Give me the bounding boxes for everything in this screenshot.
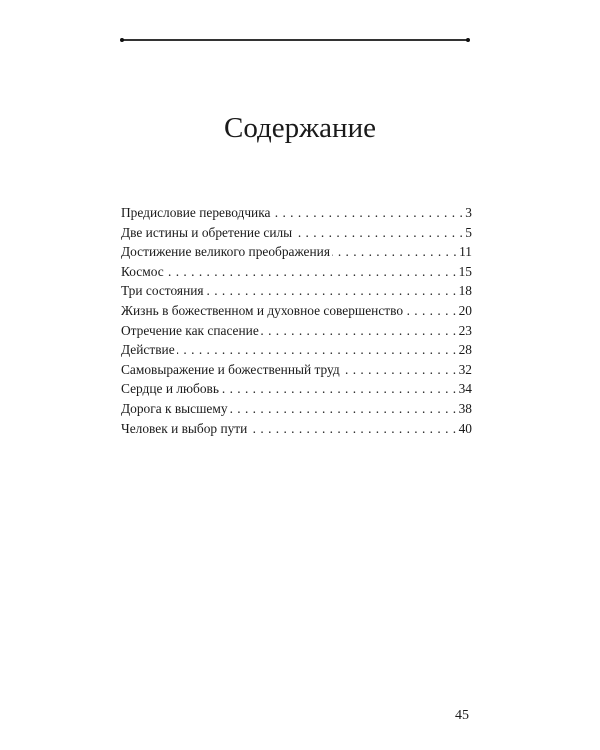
toc-entry-page: 34 — [458, 381, 472, 397]
toc-entry[interactable] — [121, 381, 472, 401]
toc-entry[interactable] — [121, 205, 472, 225]
toc-entry[interactable] — [121, 244, 472, 264]
toc-entry[interactable] — [121, 421, 472, 441]
toc-entry[interactable] — [121, 225, 472, 245]
dot-leader — [405, 303, 457, 319]
toc-entry-page: 15 — [458, 263, 472, 279]
toc-entry-label: Достижение великого преображения — [121, 244, 330, 260]
dot-leader — [342, 362, 457, 378]
toc-entry-label: Три состояния — [121, 283, 204, 299]
dot-leader — [230, 401, 457, 417]
dot-leader — [261, 323, 457, 339]
toc-entry-label: Космос — [121, 263, 164, 279]
toc-entry[interactable] — [121, 303, 472, 323]
dot-leader — [249, 421, 456, 437]
toc-entry-page: 3 — [465, 205, 472, 220]
toc-entry[interactable] — [121, 362, 472, 382]
dot-leader — [177, 342, 457, 358]
dot-leader — [221, 381, 457, 397]
toc-entry-page: 20 — [458, 302, 472, 318]
toc-entry-page: 38 — [458, 400, 472, 416]
toc-entry-label: Сердце и любовь — [121, 381, 219, 397]
toc-entry-label: Отречение как спасение — [121, 322, 259, 338]
toc-entry-label: Две истины и обретение силы — [121, 224, 293, 240]
toc-entry-label: Предисловие переводчика — [121, 205, 271, 220]
toc-entry-page: 11 — [459, 244, 472, 260]
toc-entry-page: 5 — [465, 224, 472, 240]
dot-leader — [332, 244, 457, 260]
toc-entry-label: Человек и выбор пути — [121, 420, 248, 436]
toc-entry-label: Жизнь в божественном и духовное совершенство — [121, 302, 404, 318]
toc-entry-label: Самовыражение и божественный труд — [121, 361, 340, 377]
toc-entry-page: 32 — [458, 361, 472, 377]
toc-entry[interactable] — [121, 401, 472, 421]
page-title: Содержание — [224, 112, 376, 145]
decorative-rule — [122, 39, 468, 41]
toc-entry-label: Дорога к высшему — [121, 400, 228, 416]
toc-entry-page: 28 — [458, 342, 472, 358]
toc-entry[interactable] — [121, 264, 472, 284]
toc-entry[interactable] — [121, 342, 472, 362]
page-number: 45 — [455, 708, 469, 723]
dot-leader — [272, 205, 463, 221]
toc-entry-page: 18 — [458, 283, 472, 299]
toc-entry[interactable] — [121, 283, 472, 303]
dot-leader — [166, 264, 457, 280]
toc-entry-label: Действие — [121, 342, 175, 358]
toc-entry[interactable] — [121, 323, 472, 343]
table-of-contents — [121, 205, 472, 440]
dot-leader — [294, 225, 463, 241]
toc-entry-page: 23 — [458, 322, 472, 338]
dot-leader — [206, 283, 457, 299]
toc-entry-page: 40 — [458, 420, 472, 436]
